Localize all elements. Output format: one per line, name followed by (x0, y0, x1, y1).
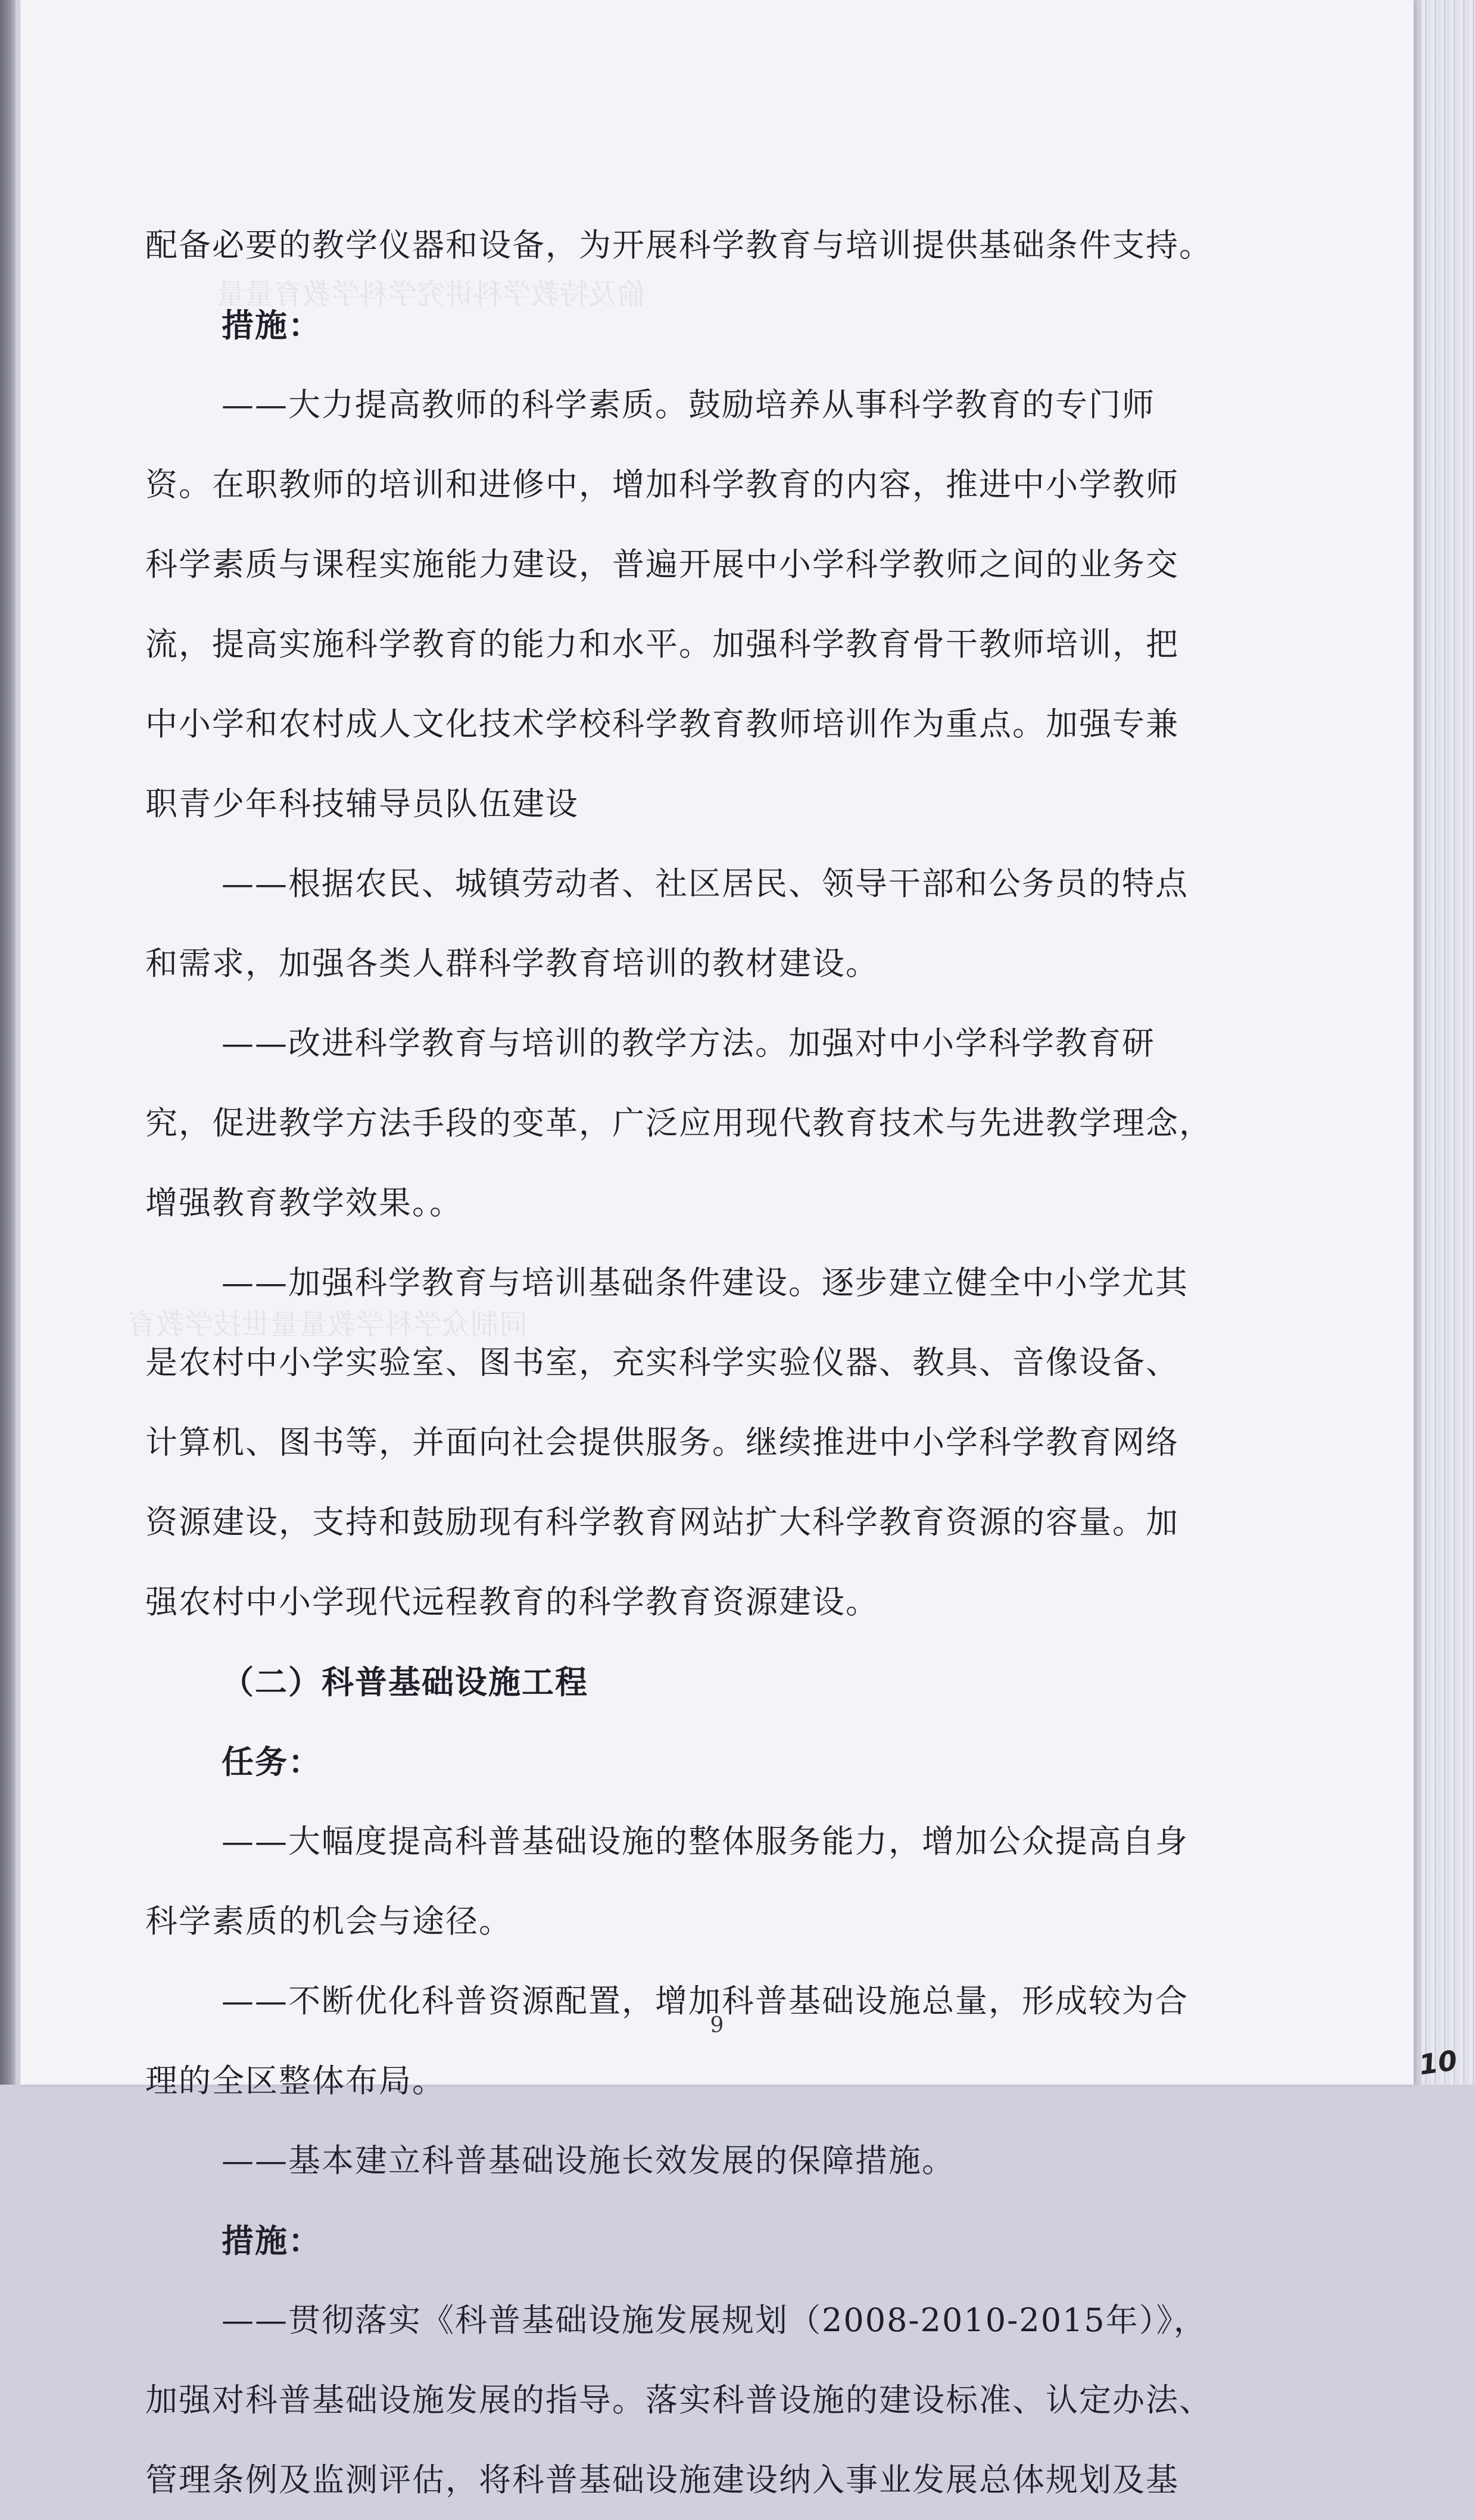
text-line: 流，提高实施科学教育的能力和水平。加强科学教育骨干教师培训，把 (145, 625, 1179, 663)
text-line: ——加强科学教育与培训基础条件建设。逐步建立健全中小学尤其 (222, 1264, 1189, 1301)
text-line: ——基本建立科普基础设施长效发展的保障措施。 (222, 2142, 955, 2179)
text-line: 和需求，加强各类人群科学教育培训的教材建设。 (145, 945, 879, 982)
section-heading: （二）科普基础设施工程 (222, 1663, 588, 1701)
bleed-through: 偷及特教学科讲究学科学教育量量 (217, 278, 646, 311)
text-line: 科学素质与课程实施能力建设，普遍开展中小学科学教师之间的业务交 (145, 546, 1179, 583)
text-line: 加强对科普基础设施发展的指导。落实科普设施的建设标准、认定办法、 (145, 2381, 1212, 2419)
text-line: 是农村中小学实验室、图书室，充实科学实验仪器、教具、音像设备、 (145, 1344, 1179, 1381)
text-line: ——根据农民、城镇劳动者、社区居民、领导干部和公务员的特点 (222, 865, 1189, 902)
text-line: 计算机、图书等，并面向社会提供服务。继续推进中小学科学教育网络 (145, 1423, 1179, 1461)
text-line: 究，促进教学方法手段的变革，广泛应用现代教育技术与先进教学理念， (145, 1104, 1212, 1142)
text-line: 管理条例及监测评估，将科普基础设施建设纳入事业发展总体规划及基 (145, 2461, 1179, 2499)
text-line: 科学素质的机会与途径。 (145, 1902, 512, 1940)
section-heading: 措施： (222, 306, 322, 344)
text-line: 资源建设，支持和鼓励现有科学教育网站扩大科学教育资源的容量。加 (145, 1503, 1179, 1541)
document-page (20, 0, 1414, 2499)
text-line: ——不断优化科普资源配置，增加科普基础设施总量，形成较为合 (222, 1982, 1189, 2020)
text-line: 职青少年科技辅导员队伍建设 (145, 785, 579, 823)
text-line: ——大幅度提高科普基础设施的整体服务能力，增加公众提高自身 (222, 1823, 1189, 1860)
text-line: 配备必要的教学仪器和设备，为开展科学教育与培训提供基础条件支持。 (145, 226, 1212, 264)
handwritten-page-mark: 10 (1417, 2044, 1460, 2082)
page-number: 9 (710, 2013, 724, 2038)
text-line: 理的全区整体布局。 (145, 2062, 445, 2100)
text-line: 中小学和农村成人文化技术学校科学教育教师培训作为重点。加强专兼 (145, 705, 1179, 743)
section-heading: 任务： (222, 1743, 322, 1781)
text-line: ——改进科学教育与培训的教学方法。加强对中小学科学教育研 (222, 1024, 1155, 1062)
scan-edge-left (0, 0, 15, 2085)
text-line: 增强教育教学效果。。 (145, 1184, 463, 1222)
text-line: 强农村中小学现代远程教育的科学教育资源建设。 (145, 1583, 879, 1621)
bleed-through: 同制众学科学教量量世技学教育 (127, 1308, 528, 1341)
text-line: ——大力提高教师的科学素质。鼓励培养从事科学教育的专门师 (222, 386, 1155, 423)
section-heading: 措施： (222, 2222, 322, 2260)
scan-edge-right (1421, 0, 1475, 2085)
text-line: 资。在职教师的培训和进修中，增加科学教育的内容，推进中小学教师 (145, 466, 1179, 503)
body-text (145, 205, 1324, 2520)
text-line: ——贯彻落实《科普基础设施发展规划（2008-2010-2015年）》， (222, 2301, 1207, 2339)
